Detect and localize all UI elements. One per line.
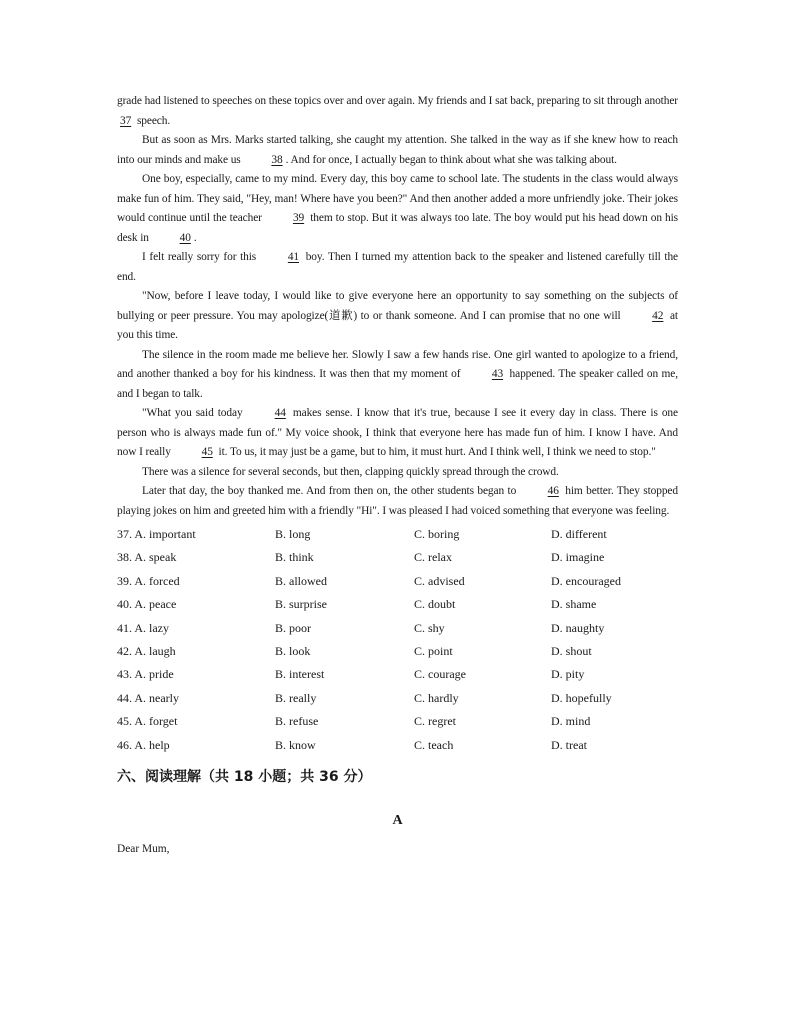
- option-choice: C. boring: [414, 527, 460, 541]
- option-choice: 44. A. nearly: [117, 690, 179, 705]
- option-choice: D. hopefully: [551, 690, 612, 705]
- passage-paragraph: [117, 482, 678, 521]
- option-row: [117, 546, 678, 569]
- option-choice: 46. A. help: [117, 737, 170, 752]
- option-choice: B. long: [275, 527, 311, 541]
- exam-page: [117, 92, 678, 855]
- option-choice: C. hardly: [414, 690, 459, 705]
- passage-text: grade had listened to speeches on these topics over and over again. My friends and I sat back, preparing to sit through another: [117, 95, 678, 107]
- passage-text: at you this time.: [117, 309, 678, 341]
- option-row: [117, 570, 678, 593]
- option-choice: D. shout: [551, 643, 592, 658]
- option-choice: D. imagine: [551, 550, 605, 565]
- passage-paragraph: [117, 248, 678, 287]
- option-choice: C. shy: [414, 620, 445, 635]
- option-choice: 38. A. speak: [117, 550, 177, 565]
- blank-number: 41: [287, 251, 300, 263]
- option-choice: D. naughty: [551, 620, 605, 635]
- option-choice: C. doubt: [414, 597, 456, 612]
- passage-text: him better. They stopped playing jokes on him and greeted him with a friendly "Hi". I was pleased I had voiced something that everyone was feeling.: [117, 485, 678, 517]
- option-choice: B. refuse: [275, 714, 319, 729]
- option-choice: C. courage: [414, 667, 466, 682]
- passage-text: makes sense. I know that it's true, because I see it every day in class. There is one person who is always made fun of." My voice shook, I think that everyone here has made fun of him. I know I have. And now I really: [117, 407, 678, 458]
- blank-number: 44: [274, 407, 286, 419]
- passage-text: .: [193, 231, 197, 244]
- passage-text: There was a silence for several seconds, but then, clapping quickly spread through the crowd.: [142, 465, 559, 478]
- blank-number: 45: [201, 446, 213, 458]
- option-choice: B. really: [275, 690, 317, 705]
- option-choice: 41. A. lazy: [117, 620, 169, 635]
- option-choice: C. relax: [414, 550, 452, 565]
- option-choice: C. regret: [414, 714, 456, 729]
- option-row: [117, 687, 678, 710]
- section-heading: 六、阅读理解（共 18 小题；共 36 分）: [117, 768, 372, 785]
- passage-paragraph: [117, 170, 678, 248]
- option-choice: D. pity: [551, 667, 585, 682]
- option-choice: 40. A. peace: [117, 597, 177, 612]
- passage-text: But as soon as Mrs. Marks started talking, she caught my attention. She talked in the way as if she knew how to reach into our minds and make us: [117, 134, 678, 166]
- passage-text: boy. Then I turned my attention back to the speaker and listened carefully till the end.: [117, 251, 678, 283]
- option-choice: C. advised: [414, 573, 465, 588]
- option-choice: B. surprise: [275, 597, 327, 612]
- option-choice: D. different: [551, 527, 607, 541]
- passage-text: . And for once, I actually began to think about what she was talking about.: [285, 153, 617, 166]
- blank-number: 46: [547, 485, 559, 497]
- passage-text: it. To us, it may just be a game, but to him, it must hurt. And I think well, I think we need to stop.": [215, 446, 656, 458]
- passage-paragraph: [117, 463, 678, 483]
- option-choice: D. treat: [551, 737, 587, 752]
- blank-number: 38: [271, 153, 283, 166]
- passage-paragraph: [117, 287, 678, 346]
- option-choice: 43. A. pride: [117, 667, 174, 682]
- option-choice: B. allowed: [275, 573, 327, 588]
- blank-number: 40: [179, 231, 191, 244]
- passage-paragraph: [117, 92, 678, 131]
- blank-number: 42: [652, 309, 664, 322]
- option-choice: 37. A. important: [117, 527, 196, 541]
- option-choice: C. teach: [414, 737, 454, 752]
- passage-text: "What you said today: [142, 407, 247, 419]
- passage-label: A: [392, 812, 403, 828]
- option-choice: 45. A. forget: [117, 714, 178, 729]
- answer-options: [117, 523, 678, 757]
- passage-text: happened. The speaker called on me, and I began to talk.: [117, 368, 678, 400]
- option-row: [117, 734, 678, 757]
- passage-text: Later that day, the boy thanked me. And from then on, the other students began to: [142, 485, 520, 497]
- blank-number: 37: [120, 114, 132, 127]
- option-row: [117, 640, 678, 663]
- passage-paragraph: [117, 131, 678, 170]
- option-row: [117, 617, 678, 640]
- option-choice: D. mind: [551, 714, 591, 729]
- option-choice: D. encouraged: [551, 573, 621, 588]
- blank-number: 43: [491, 368, 504, 380]
- option-choice: C. point: [414, 643, 453, 658]
- option-choice: 39. A. forced: [117, 573, 180, 588]
- blank-number: 39: [292, 212, 305, 224]
- option-choice: B. look: [275, 643, 311, 658]
- option-choice: B. think: [275, 550, 314, 565]
- option-choice: 42. A. laugh: [117, 643, 176, 658]
- passage-text: The silence in the room made me believe her. Slowly I saw a few hands rise. One girl wanted to apologize to a friend, and another thanked a boy for his kindness. It was then that my moment of: [117, 348, 678, 380]
- option-row: [117, 663, 678, 686]
- option-choice: D. shame: [551, 597, 597, 612]
- option-choice: B. poor: [275, 620, 311, 635]
- passage-text: One boy, especially, came to my mind. Every day, this boy came to school late. The students in the class would always make fun of him. They said, "Hey, man! Where have you been?" And then another added a more unfriendly joke. Their jokes would continue until the teacher: [117, 173, 678, 224]
- option-choice: B. know: [275, 737, 316, 752]
- passage-text: them to stop. But it was always too late. The boy would put his head down on his desk in: [117, 212, 678, 244]
- passage-paragraph: [117, 346, 678, 405]
- option-row: [117, 593, 678, 616]
- option-choice: B. interest: [275, 667, 325, 682]
- option-row: [117, 523, 678, 546]
- passage-text: speech.: [134, 114, 171, 127]
- passage-paragraph: [117, 404, 678, 463]
- cloze-passage: [117, 92, 678, 521]
- option-row: [117, 710, 678, 733]
- passage-text: "Now, before I leave today, I would like to give everyone here an opportunity to say something on the subjects of bullying or peer pressure. You may apologize(道歉) to or thank someone. And I can promise that no one will: [117, 290, 678, 322]
- passage-text: I felt really sorry for this: [142, 251, 260, 263]
- letter-salutation: Dear Mum,: [117, 842, 170, 855]
